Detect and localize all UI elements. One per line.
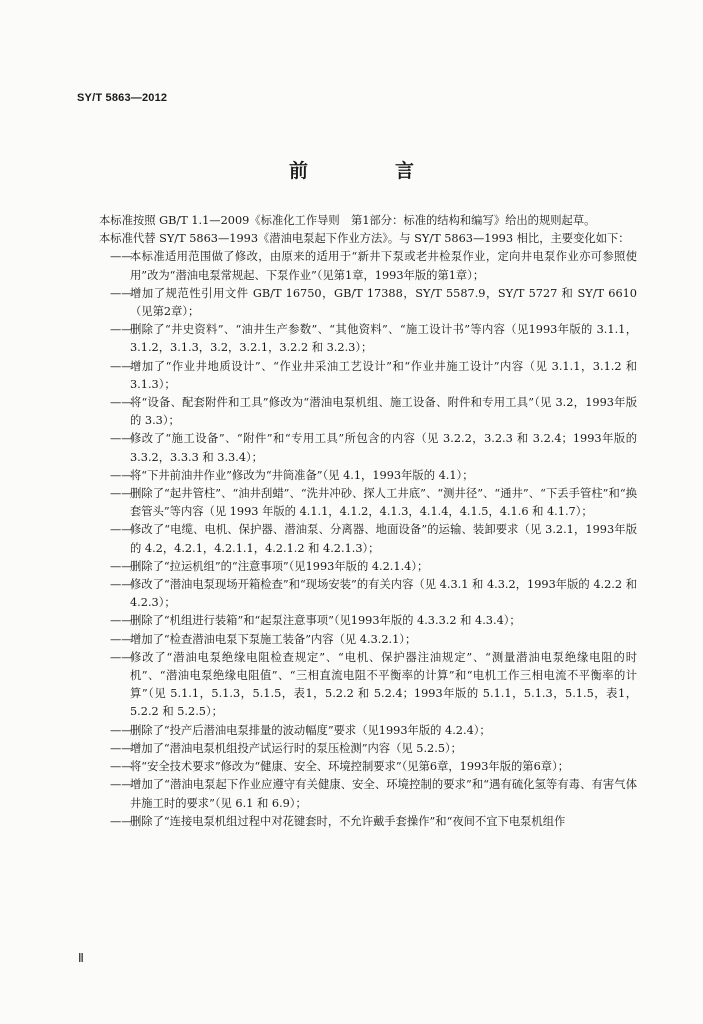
change-item-text: 增加了“作业井地质设计”、“作业井采油工艺设计”和“作业井施工设计”内容（见 3.1.1，3.1.2 和 3.1.3）； <box>130 359 637 391</box>
dash-marker: —— <box>110 559 133 573</box>
change-item <box>77 558 637 576</box>
change-item <box>77 485 637 521</box>
change-item-text: 增加了规范性引用文件 GB/T 16750，GB/T 17388，SY/T 5587.9，SY/T 5727 和 SY/T 6610（见第2章）； <box>130 286 637 319</box>
change-item-text: 修改了“潜油电泵绝缘电阻检查规定”、“电机、保护器注油规定”、“测量潜油电泵绝缘电阻的时机”、“潜油电泵绝缘电阻值”、“三相直流电阻不平衡率的计算”和“电机工作三相电流不平衡率的计算”（见 5.1.1，5.1.3，5.1.5，表1，5.2.2 和 5.2.4；1993年版的 5.1.1，5.1.3，5.1.5，表1，5.2.2 和 5.2.5）； <box>130 650 637 719</box>
change-item-text: 增加了“潜油电泵机组投产试运行时的泵压检测”内容（见 5.2.5）； <box>130 741 462 755</box>
change-item <box>77 248 637 284</box>
change-item-text: 删除了“起井管柱”、“油井刮蜡”、“洗井冲砂、探人工井底”、“测井径”、“通井”、“下丢手管柱”和“换套管头”等内容（见 1993 年版的 4.1.1，4.1.2，4.1.3，4.1.4，4.1.5，4.1.6 和 4.1.7）； <box>130 487 637 519</box>
dash-marker: —— <box>110 250 133 264</box>
change-item-text: 将“下井前油井作业”修改为“井筒准备”（见 4.1，1993年版的 4.1）； <box>130 468 474 482</box>
dash-marker: —— <box>110 741 133 755</box>
change-item <box>77 740 637 758</box>
change-item <box>77 321 637 357</box>
change-item <box>77 576 637 612</box>
change-item-text: 将“设备、配套附件和工具”修改为“潜油电泵机组、施工设备、附件和专用工具”（见 3.2，1993年版的 3.3）； <box>130 396 637 428</box>
dash-marker: —— <box>110 359 133 373</box>
dash-marker: —— <box>110 614 133 628</box>
change-item <box>77 285 637 321</box>
dash-marker: —— <box>110 396 133 410</box>
dash-marker: —— <box>110 723 133 737</box>
dash-marker: —— <box>110 432 133 446</box>
change-item-text: 删除了“井史资料”、“油井生产参数”、“其他资料”、“施工设计书”等内容（见1993年版的 3.1.1，3.1.2，3.1.3，3.2，3.2.1，3.2.2 和 3.2.3）； <box>130 323 637 355</box>
dash-marker: —— <box>110 487 133 501</box>
foreword-body <box>77 212 637 831</box>
dash-marker: —— <box>110 814 133 828</box>
change-item-text: 增加了“潜油电泵起下作业应遵守有关健康、安全、环境控制的要求”和“遇有硫化氢等有毒、有害气体井施工时的要求”（见 6.1 和 6.9）； <box>130 778 637 810</box>
change-item <box>77 612 637 630</box>
change-item-text: 修改了“潜油电泵现场开箱检查”和“现场安装”的有关内容（见 4.3.1 和 4.3.2，1993年版的 4.2.2 和 4.2.3）； <box>130 578 637 610</box>
change-item <box>77 521 637 557</box>
change-item <box>77 358 637 394</box>
document-header: SY/T 5863—2012 <box>77 92 168 104</box>
page-title: 前 言 <box>288 160 448 182</box>
dash-marker: —— <box>110 578 133 592</box>
change-item <box>77 758 637 776</box>
dash-marker: —— <box>110 286 133 300</box>
change-item <box>77 430 637 466</box>
change-item <box>77 813 637 831</box>
change-item-text: 删除了“机组进行装箱”和“起泵注意事项”（见1993年版的 4.3.3.2 和 4.3.4）； <box>130 614 521 628</box>
change-item <box>77 631 637 649</box>
dash-marker: —— <box>110 523 133 537</box>
page-number: Ⅱ <box>78 951 84 965</box>
change-item <box>77 649 637 722</box>
change-item <box>77 394 637 430</box>
dash-marker: —— <box>110 778 133 792</box>
change-item-text: 增加了“检查潜油电泵下泵施工装备”内容（见 4.3.2.1）； <box>130 632 417 646</box>
dash-marker: —— <box>110 650 133 664</box>
dash-marker: —— <box>110 632 133 646</box>
change-item <box>77 722 637 740</box>
dash-marker: —— <box>110 468 133 482</box>
dash-marker: —— <box>110 760 133 774</box>
change-item-text: 删除了“拉运机组”的“注意事项”（见1993年版的 4.2.1.4）； <box>130 559 429 573</box>
change-item-text: 本标准适用范围做了修改，由原来的适用于“新井下泵或老井检泵作业，定向井电泵作业亦可参照使用”改为“潜油电泵常规起、下泵作业”（见第1章，1993年版的第1章）； <box>130 250 637 282</box>
intro-paragraph-1: 本标准按照 GB/T 1.1—2009《标准化工作导则 第1部分：标准的结构和编写》给出的规则起草。 <box>99 214 596 227</box>
change-item-text: 将“安全技术要求”修改为“健康、安全、环境控制要求”（见第6章，1993年版的第6章）； <box>130 760 570 774</box>
change-item-text: 修改了“电缆、电机、保护器、潜油泵、分离器、地面设备”的运输、装卸要求（见 3.2.1，1993年版的 4.2，4.2.1，4.2.1.1，4.2.1.2 和 4.2.1.3）； <box>130 523 637 555</box>
change-item-text: 删除了“连接电泵机组过程中对花键套时，不允许戴手套操作”和“夜间不宜下电泵机组作 <box>130 814 566 828</box>
intro-paragraph-2: 本标准代替 SY/T 5863—1993《潜油电泵起下作业方法》。与 SY/T 5863—1993 相比，主要变化如下： <box>99 232 630 246</box>
change-item-text: 删除了“投产后潜油电泵排量的波动幅度”要求（见1993年版的 4.2.4）； <box>130 723 491 737</box>
dash-marker: —— <box>110 323 133 337</box>
change-item <box>77 467 637 485</box>
change-item-text: 修改了“施工设备”、“附件”和“专用工具”所包含的内容（见 3.2.2，3.2.3 和 3.2.4；1993年版的 3.3.2，3.3.3 和 3.3.4）； <box>130 432 637 464</box>
change-item <box>77 776 637 812</box>
